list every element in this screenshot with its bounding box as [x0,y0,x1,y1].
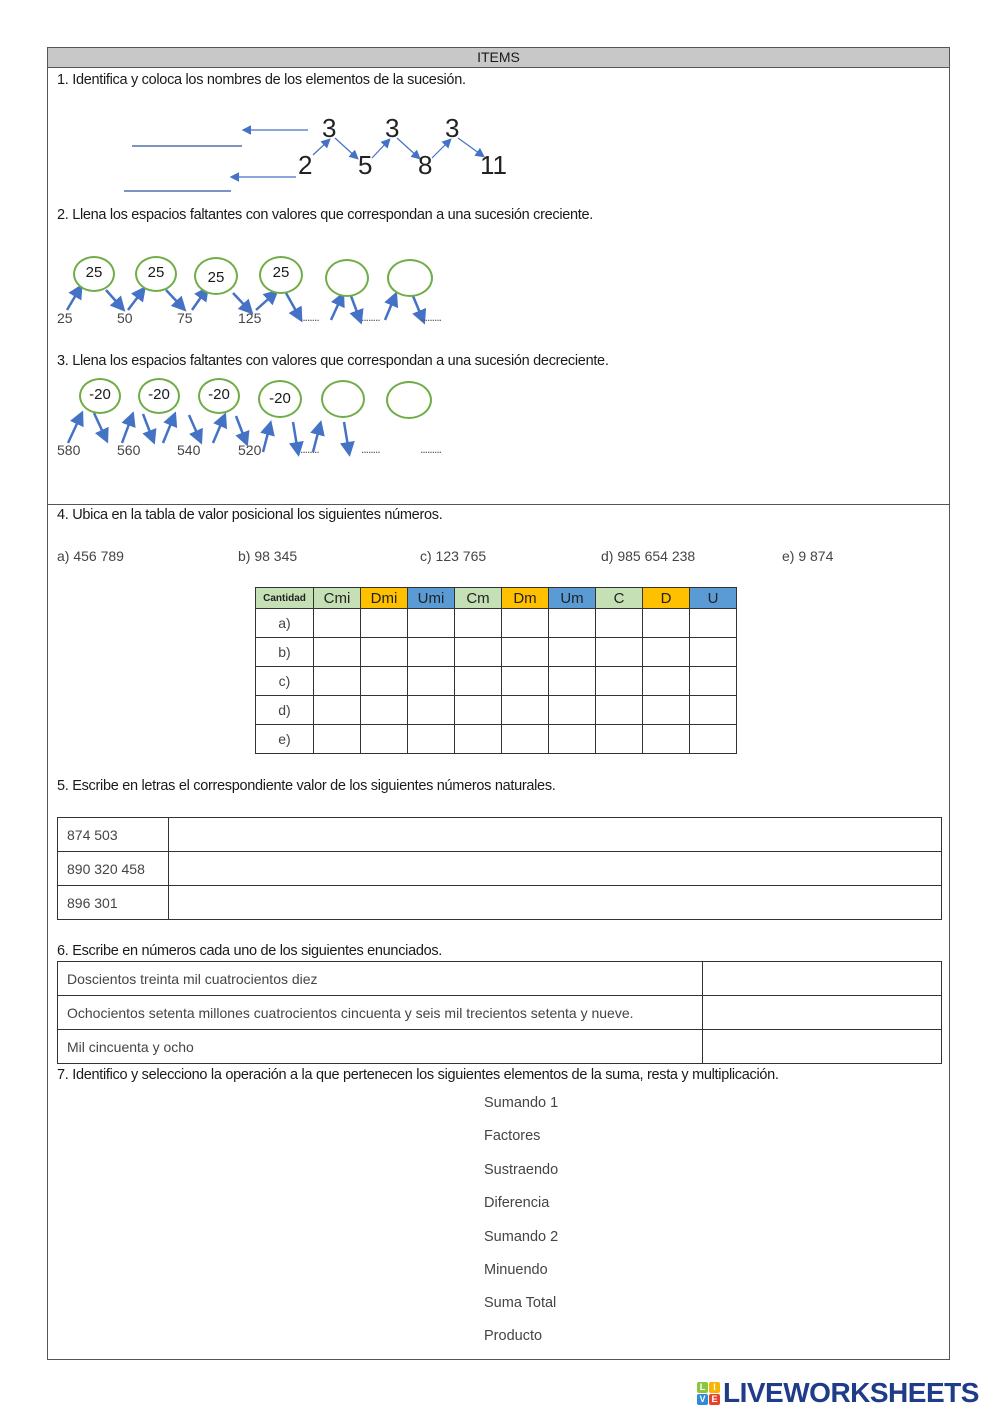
logo-letter: E [709,1394,720,1405]
digit-cell[interactable] [408,609,455,638]
digit-cell[interactable] [408,725,455,754]
digit-cell[interactable] [314,725,361,754]
answer-input[interactable] [703,996,942,1030]
digit-cell[interactable] [361,609,408,638]
q3-step-circle [258,380,302,418]
q3-step-circle [198,378,240,414]
q7-title: 7. Identifico y selecciono la operación a la que pertenecen los siguientes elementos de la suma, resta y multiplicación. [57,1067,779,1083]
table-row [58,852,942,886]
q3-step-value: -20 [269,390,291,407]
answer-input[interactable] [169,818,942,852]
q3-step-value: -20 [148,386,170,403]
header-dmi: Dmi [361,588,408,609]
number-cell: 874 503 [58,818,169,852]
digit-cell[interactable] [314,667,361,696]
header-c: C [596,588,643,609]
digit-cell[interactable] [643,667,690,696]
digit-cell[interactable] [455,609,502,638]
number-to-words-table [57,817,942,920]
q4-number: c) 123 765 [420,548,487,564]
header-cmi: Cmi [314,588,361,609]
q3-step-circle [138,378,180,414]
q7-item[interactable]: Minuendo [484,1262,548,1278]
digit-cell[interactable] [596,696,643,725]
digit-cell[interactable] [408,696,455,725]
digit-cell[interactable] [596,667,643,696]
q6-title: 6. Escribe en números cada uno de los siguientes enunciados. [57,943,443,959]
row-label: e) [256,725,314,754]
table-row [256,609,737,638]
table-row [256,696,737,725]
number-cell: 890 320 458 [58,852,169,886]
digit-cell[interactable] [596,725,643,754]
q3-term: 560 [117,442,141,458]
q1-title: 1. Identifica y coloca los nombres de los elementos de la sucesión. [57,72,466,88]
digit-cell[interactable] [502,696,549,725]
row-label: a) [256,609,314,638]
q3-blank-input[interactable]: ........ [361,442,380,456]
q1-term: 2 [298,150,313,180]
logo-letter: V [697,1394,708,1405]
q3-term: 540 [177,442,201,458]
header-umi: Umi [408,588,455,609]
q1-difference: 3 [322,113,337,143]
q2-term: 75 [177,310,193,326]
q4-number: e) 9 874 [782,548,834,564]
digit-cell[interactable] [596,638,643,667]
q2-blank-input[interactable]: ......... [420,310,442,324]
q5-title: 5. Escribe en letras el correspondiente valor de los siguientes números naturales. [57,778,556,794]
q3-blank-input[interactable]: ........ [300,442,319,456]
number-cell: 896 301 [58,886,169,920]
q7-item[interactable]: Sumando 2 [484,1229,559,1245]
digit-cell[interactable] [596,609,643,638]
q3-step-input[interactable] [386,381,432,419]
table-row [58,1030,942,1064]
digit-cell[interactable] [314,696,361,725]
answer-input[interactable] [703,962,942,996]
q7-item[interactable]: Suma Total [484,1295,557,1311]
digit-cell[interactable] [361,696,408,725]
header-title: ITEMS [477,49,520,65]
header-cantidad: Cantidad [256,588,314,609]
place-value-header-row [256,588,737,609]
digit-cell[interactable] [502,638,549,667]
table-row [256,638,737,667]
table-row [58,886,942,920]
digit-cell[interactable] [314,609,361,638]
q7-item[interactable]: Producto [484,1328,543,1344]
statement-cell: Doscientos treinta mil cuatrocientos diez [58,962,703,996]
q2-step-value: 25 [272,264,290,281]
table-row [58,996,942,1030]
digit-cell[interactable] [643,696,690,725]
q4-number: d) 985 654 238 [601,548,696,564]
digit-cell[interactable] [455,638,502,667]
statement-cell: Ochocientos setenta millones cuatrocientos cincuenta y seis mil trecientos setenta y nueve. [58,996,703,1030]
q1-term: 5 [358,150,373,180]
q2-blank-input[interactable]: ........ [361,310,380,324]
q2-term: 125 [238,310,262,326]
q4-number: b) 98 345 [238,548,298,564]
q2-term: 25 [57,310,73,326]
row-label: d) [256,696,314,725]
logo-letter: L [697,1382,708,1393]
q7-item[interactable]: Sustraendo [484,1162,559,1178]
q7-item[interactable]: Sumando 1 [484,1095,559,1111]
answer-input[interactable] [169,886,942,920]
table-row [256,725,737,754]
statement-cell: Mil cincuenta y ocho [58,1030,703,1064]
logo-text: LIVEWORKSHEETS [723,1377,979,1408]
digit-cell[interactable] [690,667,737,696]
q2-blank-input[interactable]: ........ [300,310,319,324]
logo-letter: I [709,1382,720,1393]
digit-cell[interactable] [361,725,408,754]
q3-blank-input[interactable]: ......... [420,442,442,456]
section-divider [47,504,950,505]
q4-number: a) 456 789 [57,548,124,564]
digit-cell[interactable] [455,725,502,754]
row-label: b) [256,638,314,667]
q3-title: 3. Llena los espacios faltantes con valores que correspondan a una sucesión decreciente. [57,353,609,369]
digit-cell[interactable] [643,725,690,754]
q1-difference: 3 [445,113,460,143]
digit-cell[interactable] [643,609,690,638]
q1-term: 11 [480,150,507,180]
q2-step-value: 25 [85,264,103,281]
digit-cell[interactable] [408,638,455,667]
digit-cell[interactable] [549,638,596,667]
q3-term: 520 [238,442,262,458]
digit-cell[interactable] [549,696,596,725]
table-row [58,962,942,996]
words-to-number-table [57,961,942,1064]
place-value-table [255,587,737,754]
q3-step-value: -20 [89,386,111,403]
answer-input[interactable] [703,1030,942,1064]
q2-term: 50 [117,310,133,326]
header-um: Um [549,588,596,609]
header-dm: Dm [502,588,549,609]
digit-cell[interactable] [690,725,737,754]
table-row [58,818,942,852]
digit-cell[interactable] [690,696,737,725]
header-u: U [690,588,737,609]
q2-title: 2. Llena los espacios faltantes con valores que correspondan a una sucesión creciente. [57,207,594,223]
q3-step-value: -20 [208,386,230,403]
liveworksheets-logo [697,1378,979,1408]
digit-cell[interactable] [643,638,690,667]
header-cm: Cm [455,588,502,609]
digit-cell[interactable] [690,609,737,638]
q2-step-value: 25 [207,269,225,286]
digit-cell[interactable] [408,667,455,696]
digit-cell[interactable] [549,667,596,696]
live-blocks-icon [697,1382,720,1405]
answer-input[interactable] [169,852,942,886]
q1-difference: 3 [385,113,400,143]
digit-cell[interactable] [361,667,408,696]
table-row [256,667,737,696]
q7-item[interactable]: Diferencia [484,1195,550,1211]
digit-cell[interactable] [690,638,737,667]
digit-cell[interactable] [361,638,408,667]
header-d: D [643,588,690,609]
digit-cell[interactable] [455,667,502,696]
q3-term: 580 [57,442,81,458]
q4-title: 4. Ubica en la tabla de valor posicional los siguientes números. [57,507,443,523]
q2-step-value: 25 [147,264,165,281]
digit-cell[interactable] [549,725,596,754]
q7-item[interactable]: Factores [484,1128,541,1144]
q3-step-circle [79,378,121,414]
digit-cell[interactable] [502,667,549,696]
digit-cell[interactable] [549,609,596,638]
q1-term: 8 [418,150,433,180]
digit-cell[interactable] [502,609,549,638]
digit-cell[interactable] [502,725,549,754]
q3-step-input[interactable] [321,380,365,418]
digit-cell[interactable] [314,638,361,667]
digit-cell[interactable] [455,696,502,725]
row-label: c) [256,667,314,696]
